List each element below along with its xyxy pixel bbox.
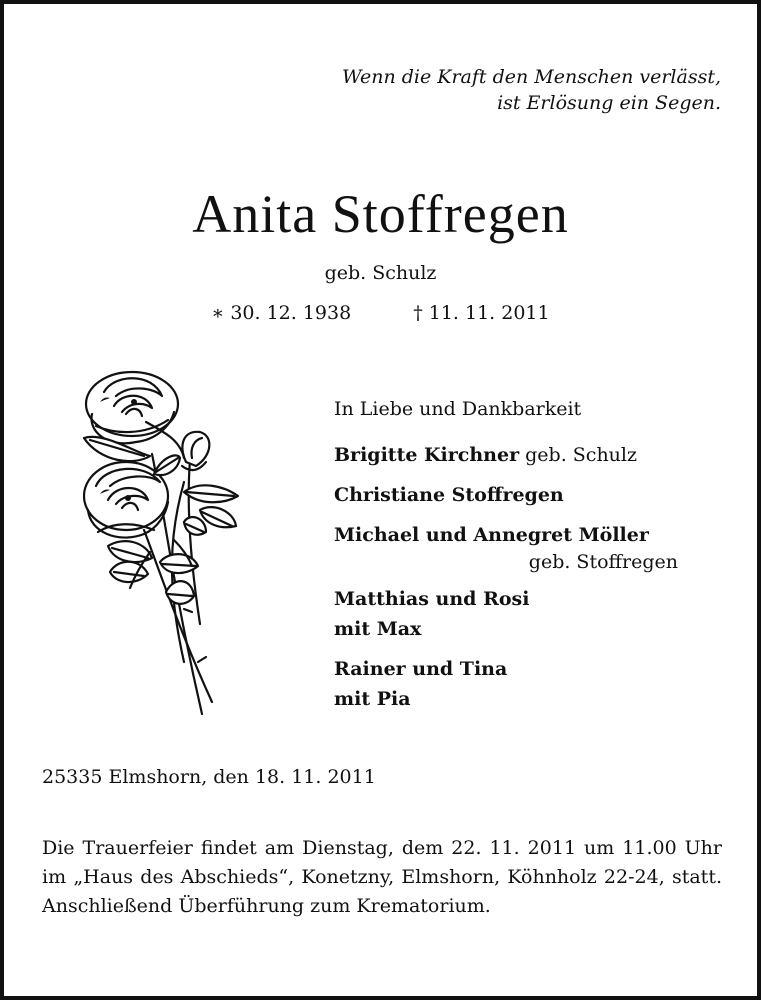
death-date: † 11. 11. 2011 [413, 302, 550, 324]
motto-line-1: Wenn die Kraft den Menschen verlässt, [342, 66, 721, 88]
mourner-name: Rainer und Tina [334, 658, 508, 680]
place-and-date: 25335 Elmshorn, den 18. 11. 2011 [42, 766, 376, 788]
mourner-suffix: geb. Schulz [519, 444, 637, 466]
mourner-child: mit Max [334, 618, 422, 640]
mourner-entry [334, 654, 694, 714]
mourner-name: Michael und Annegret Möller [334, 524, 649, 546]
funeral-notice: Die Trauerfeier findet am Dienstag, dem 22. 11. 2011 um 11.00 Uhr im „Haus des Abschieds“, Konetzny, Elmshorn, Köhnholz 22-24, statt. Anschließend Überführung zum Krematorium. [42, 837, 722, 917]
mourners-list [334, 396, 694, 724]
mourner-sub: geb. Stoffregen [528, 551, 678, 573]
rose-illustration-icon [74, 362, 266, 722]
mourner-name: Matthias und Rosi [334, 588, 530, 610]
motto-quote [342, 64, 721, 116]
life-dates [4, 300, 757, 326]
mourner-child: mit Pia [334, 688, 411, 710]
mourner-entry [334, 584, 694, 644]
deceased-name: Anita Stoffregen [192, 184, 569, 244]
maiden-name: geb. Schulz [324, 262, 437, 284]
mourner-name: Brigitte Kirchner [334, 444, 520, 466]
mourner-entry [334, 440, 694, 470]
mourner-entry [334, 520, 694, 574]
birth-date: ∗ 30. 12. 1938 [211, 302, 352, 324]
motto-line-2: ist Erlösung ein Segen. [497, 92, 721, 114]
mourner-name: Christiane Stoffregen [334, 484, 564, 506]
mourners-intro: In Liebe und Dankbarkeit [334, 398, 582, 420]
mourner-entry [334, 480, 694, 510]
